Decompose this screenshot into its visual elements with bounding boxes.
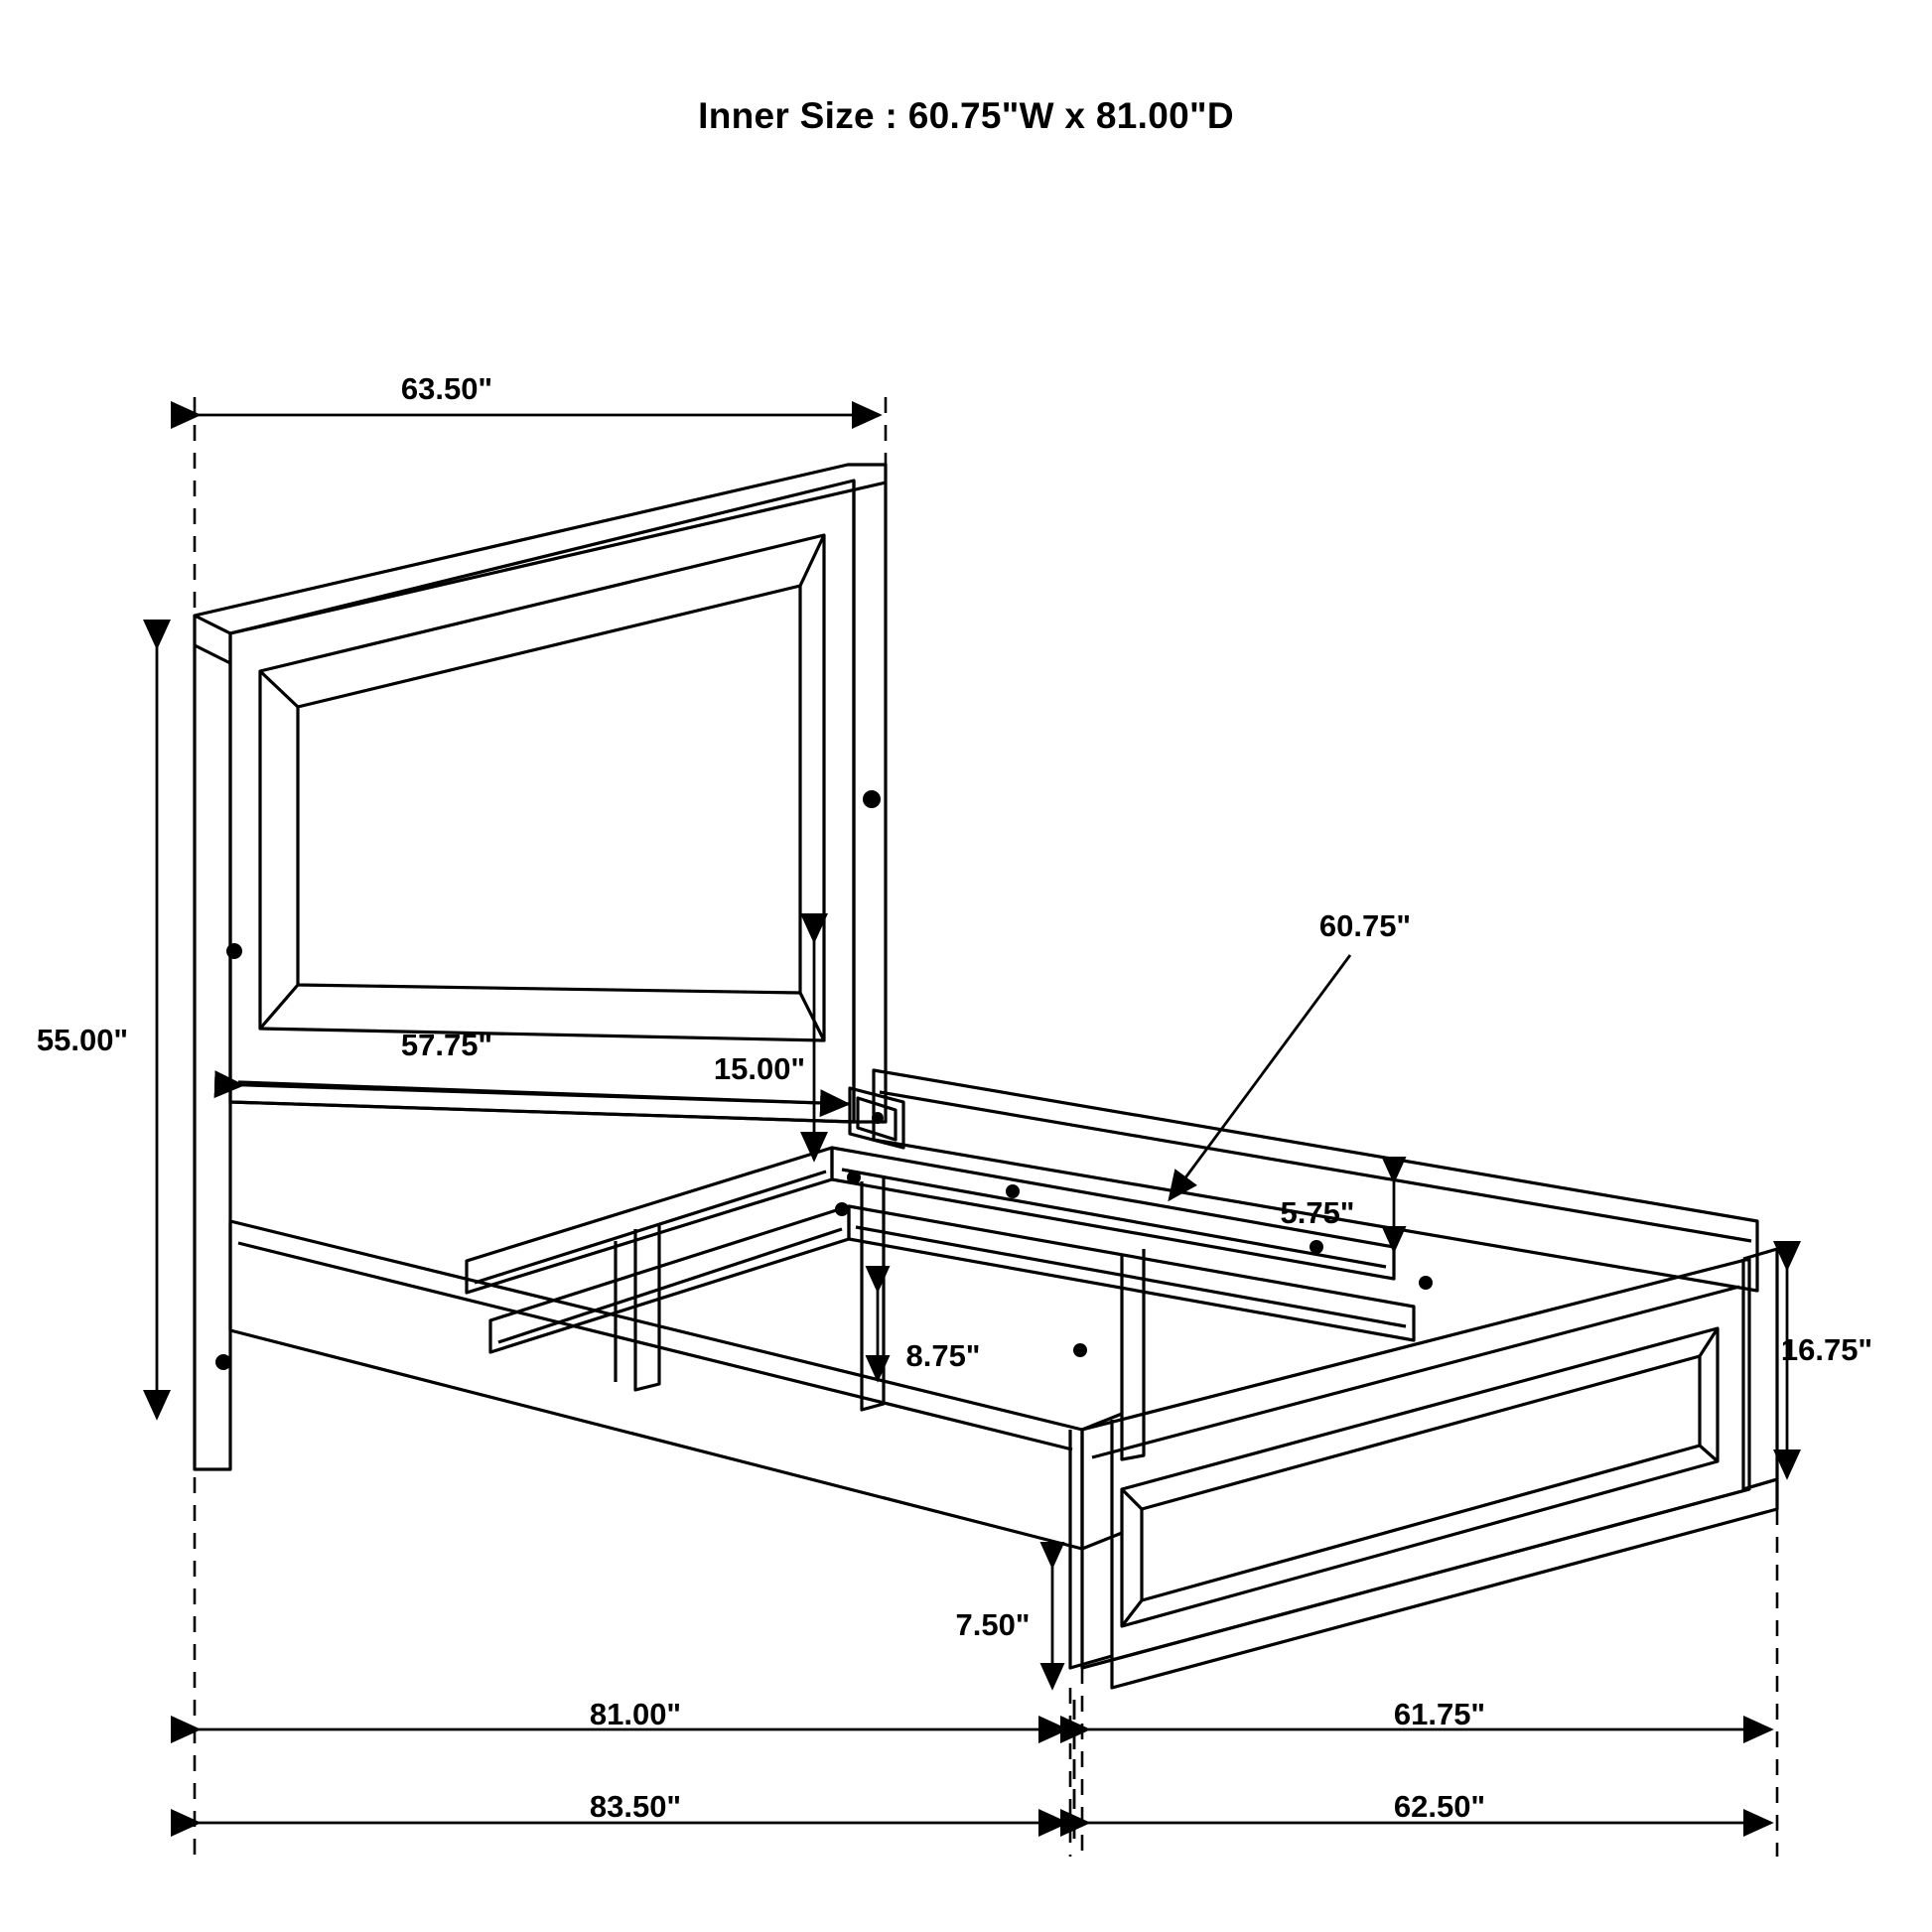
dim-headboard-height: 55.00" [36, 1023, 129, 1057]
page-title: Inner Size : 60.75"W x 81.00"D [698, 95, 1234, 136]
dim-headboard-panel-width: 57.75" [400, 1028, 493, 1062]
dim-headboard-width: 63.50" [400, 371, 493, 406]
dim-slat-height: 8.75" [905, 1338, 981, 1373]
dim-length-inner: 81.00" [589, 1697, 682, 1731]
dim-length-outer: 83.50" [589, 1789, 682, 1824]
dim-center-support-height: 5.75" [1280, 1195, 1355, 1230]
dim-width-outer: 62.50" [1393, 1789, 1486, 1824]
dim-rail-height: 15.00" [713, 1051, 806, 1086]
dim-width-inner: 61.75" [1393, 1697, 1486, 1731]
dim-footboard-height: 16.75" [1780, 1332, 1873, 1367]
dim-side-rail-pointer: 60.75" [1318, 908, 1412, 943]
dim-footboard-clearance: 7.50" [955, 1607, 1031, 1642]
